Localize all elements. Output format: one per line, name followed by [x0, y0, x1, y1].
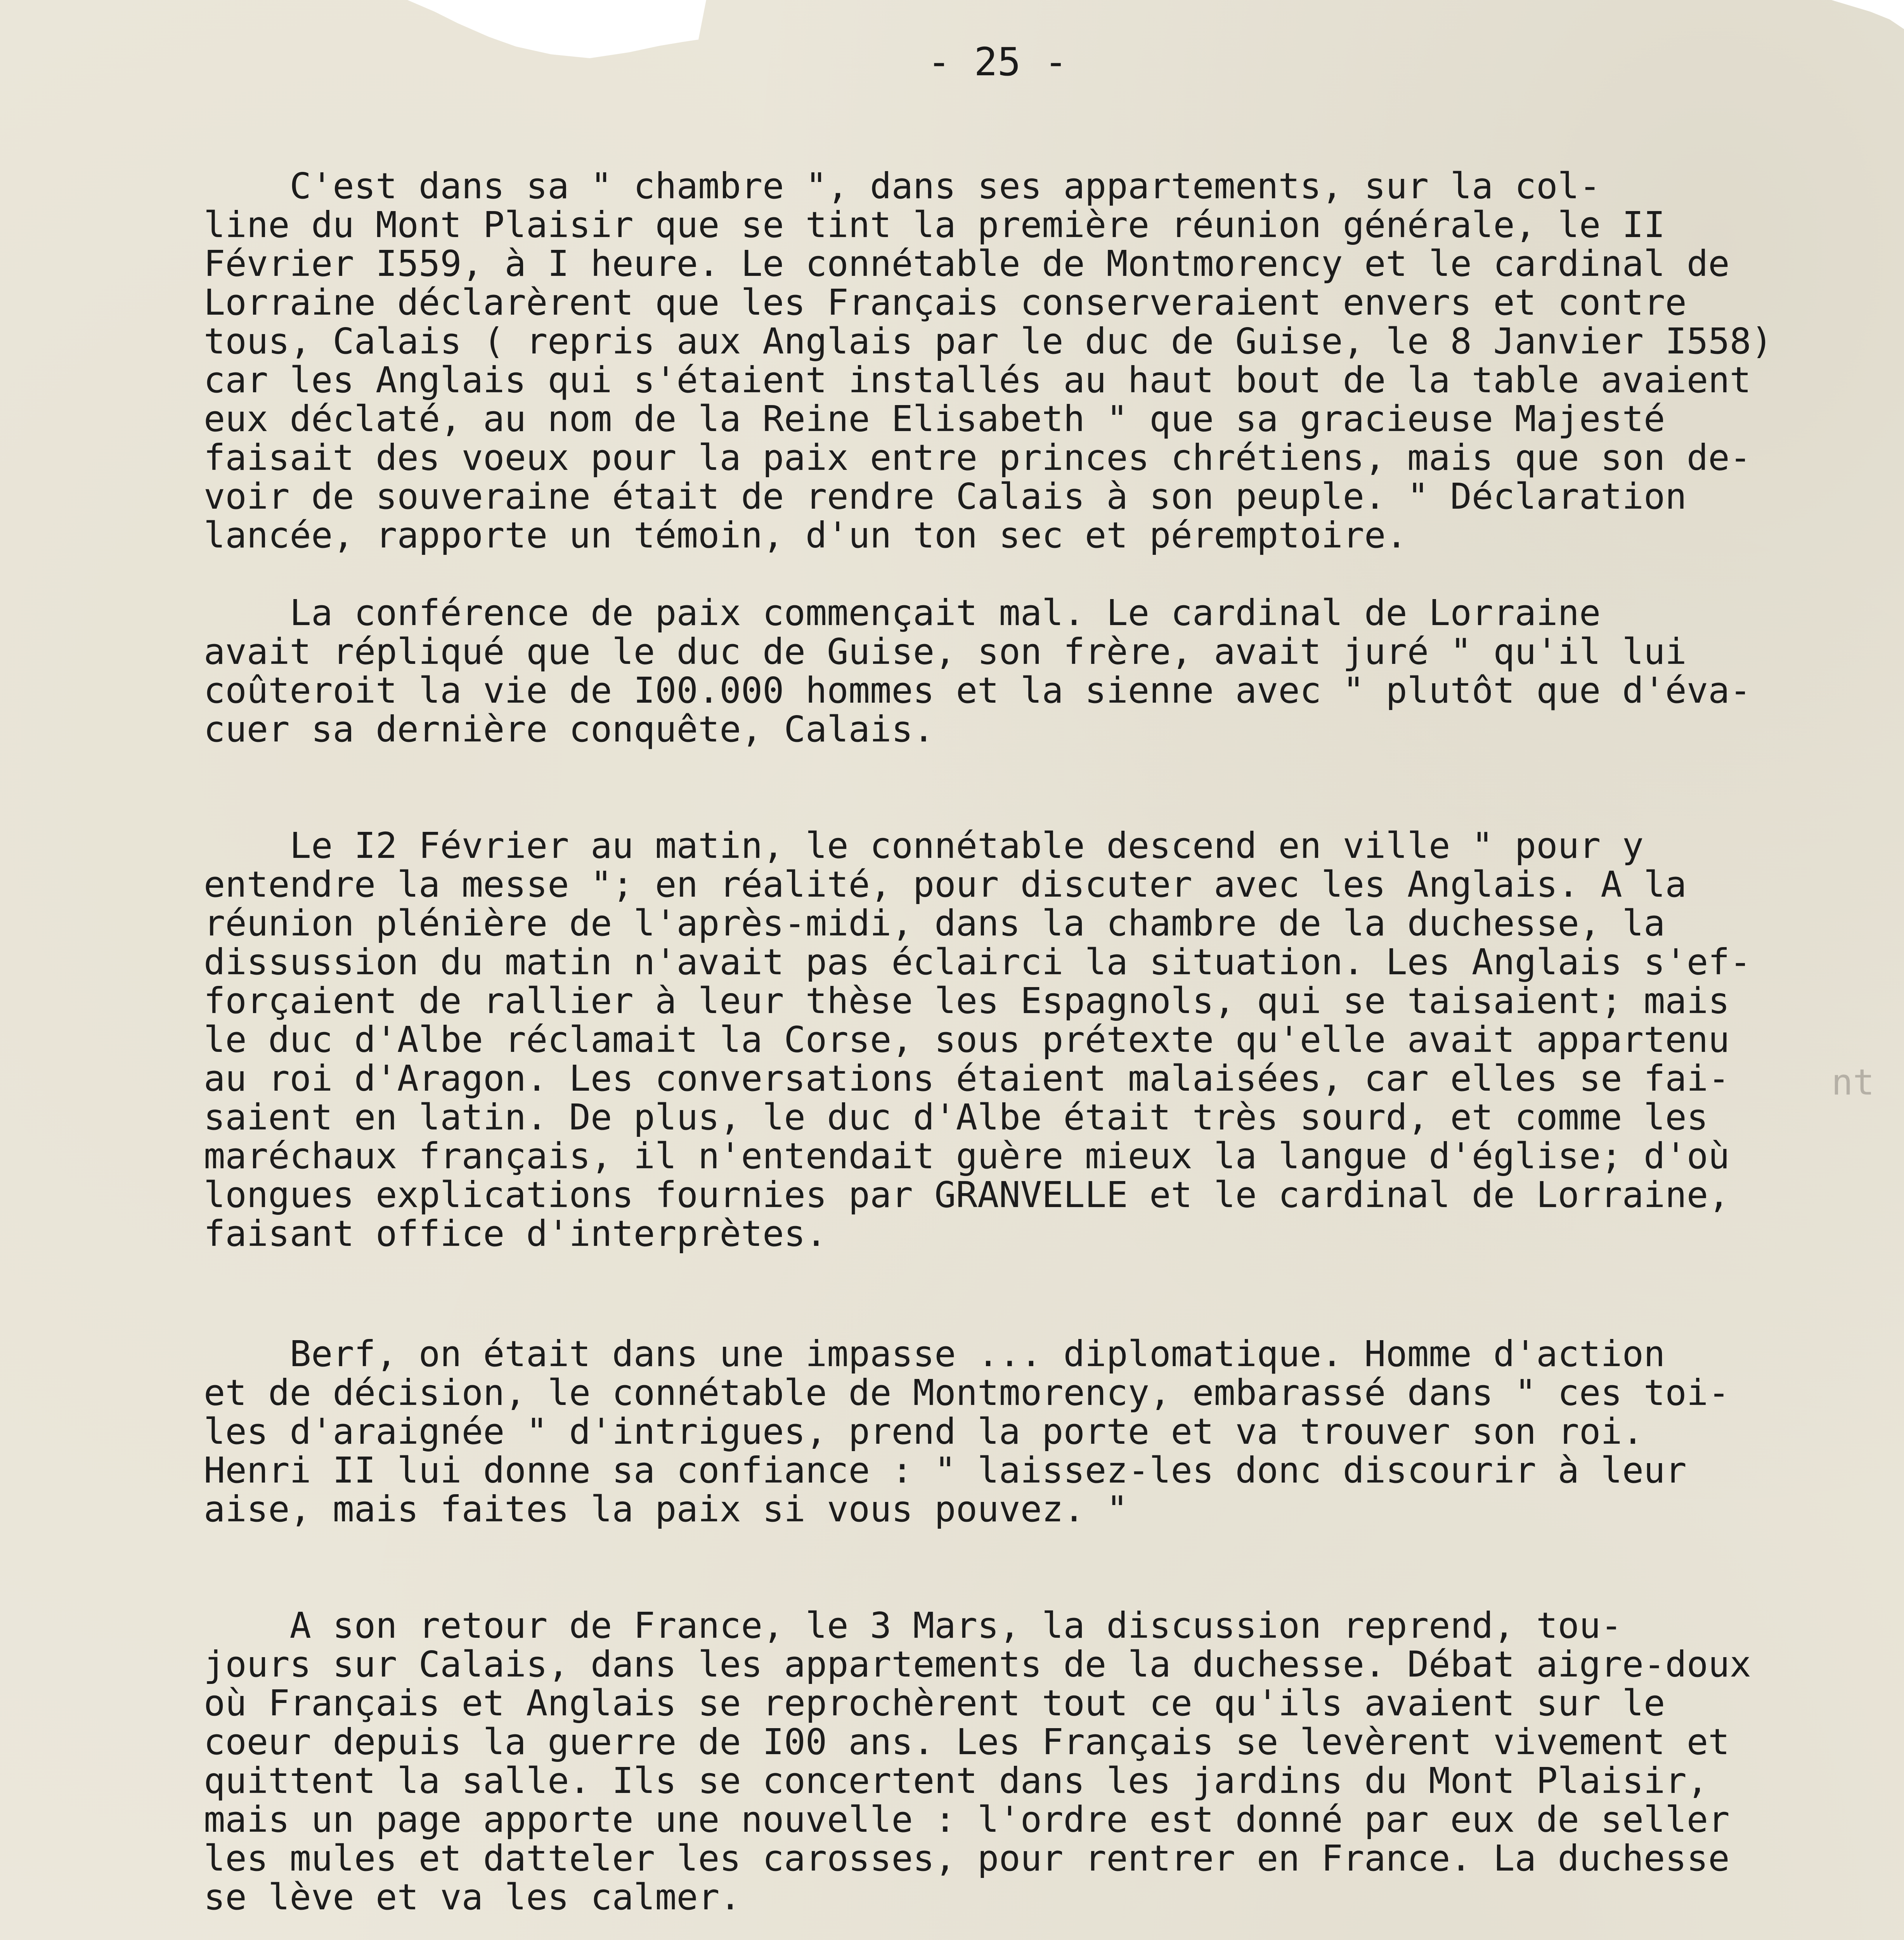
paragraph-2: [204, 594, 1872, 749]
text-line: aise, mais faites la paix si vous pouvez. ": [204, 1488, 1128, 1530]
text-line: le duc d'Albe réclamait la Corse, sous prétexte qu'elle avait appartenu: [204, 1019, 1730, 1060]
text-line: lancée, rapporte un témoin, d'un ton sec et péremptoire.: [204, 514, 1407, 556]
text-line: entendre la messe "; en réalité, pour discuter avec les Anglais. A la: [204, 864, 1687, 905]
text-line: eux déclaté, au nom de la Reine Elisabeth " que sa gracieuse Majesté: [204, 398, 1665, 440]
paragraph-1: [204, 167, 1872, 555]
text-line: forçaient de rallier à leur thèse les Espagnols, qui se taisaient; mais: [204, 980, 1730, 1022]
faint-margin-text: nt: [1831, 1062, 1875, 1103]
paragraph-4: [204, 1335, 1872, 1529]
text-line: voir de souveraine était de rendre Calais à son peuple. " Déclaration: [204, 476, 1687, 517]
text-line: les d'araignée " d'intrigues, prend la porte et va trouver son roi.: [204, 1411, 1644, 1452]
text-line: les mules et datteler les carosses, pour rentrer en France. La duchesse: [204, 1838, 1730, 1879]
text-line: Henri II lui donne sa confiance : " laissez-les donc discourir à leur: [204, 1450, 1687, 1491]
text-line: jours sur Calais, dans les appartements de la duchesse. Débat aigre-doux: [204, 1644, 1751, 1685]
text-line: Le I2 Février au matin, le connétable descend en ville " pour y: [204, 825, 1644, 866]
text-line: tous, Calais ( repris aux Anglais par le duc de Guise, le 8 Janvier I558): [204, 320, 1773, 362]
text-line: longues explications fournies par GRANVELLE et le cardinal de Lorraine,: [204, 1174, 1730, 1216]
text-line: dissussion du matin n'avait pas éclairci la situation. Les Anglais s'ef-: [204, 941, 1751, 983]
text-line: coûteroit la vie de I00.000 hommes et la sienne avec " plutôt que d'éva-: [204, 670, 1751, 711]
text-line: au roi d'Aragon. Les conversations étaient malaisées, car elles se fai-: [204, 1058, 1730, 1099]
text-line: cuer sa dernière conquête, Calais.: [204, 708, 935, 750]
text-line: A son retour de France, le 3 Mars, la discussion reprend, tou-: [204, 1605, 1622, 1646]
text-line: mais un page apporte une nouvelle : l'ordre est donné par eux de seller: [204, 1799, 1730, 1840]
text-line: réunion plénière de l'après-midi, dans la chambre de la duchesse, la: [204, 902, 1665, 944]
text-line: où Français et Anglais se reprochèrent tout ce qu'ils avaient sur le: [204, 1682, 1665, 1724]
paragraph-3: [204, 826, 1872, 1253]
text-line: se lève et va les calmer.: [204, 1876, 741, 1918]
text-line: saient en latin. De plus, le duc d'Albe était très sourd, et comme les: [204, 1096, 1708, 1138]
paragraph-5: [204, 1606, 1872, 1917]
text-line: et de décision, le connétable de Montmorency, embarassé dans " ces toi-: [204, 1372, 1730, 1413]
text-line: faisant office d'interprètes.: [204, 1213, 827, 1254]
text-line: coeur depuis la guerre de I00 ans. Les Français se levèrent vivement et: [204, 1721, 1730, 1763]
page-number: - 25 -: [927, 39, 1068, 85]
text-line: car les Anglais qui s'étaient installés au haut bout de la table avaient: [204, 359, 1751, 401]
text-line: La conférence de paix commençait mal. Le cardinal de Lorraine: [204, 592, 1601, 634]
text-line: faisait des voeux pour la paix entre princes chrétiens, mais que son de-: [204, 437, 1751, 478]
text-line: Berf, on était dans une impasse ... diplomatique. Homme d'action: [204, 1333, 1665, 1375]
text-line: C'est dans sa " chambre ", dans ses appartements, sur la col-: [204, 165, 1601, 207]
text-line: Lorraine déclarèrent que les Français conserveraient envers et contre: [204, 282, 1687, 323]
text-line: avait répliqué que le duc de Guise, son frère, avait juré " qu'il lui: [204, 631, 1687, 672]
text-line: maréchaux français, il n'entendait guère mieux la langue d'église; d'où: [204, 1135, 1730, 1177]
text-line: Février I559, à I heure. Le connétable de Montmorency et le cardinal de: [204, 243, 1730, 284]
text-line: line du Mont Plaisir que se tint la première réunion générale, le II: [204, 204, 1665, 246]
text-line: quittent la salle. Ils se concertent dans les jardins du Mont Plaisir,: [204, 1760, 1708, 1801]
